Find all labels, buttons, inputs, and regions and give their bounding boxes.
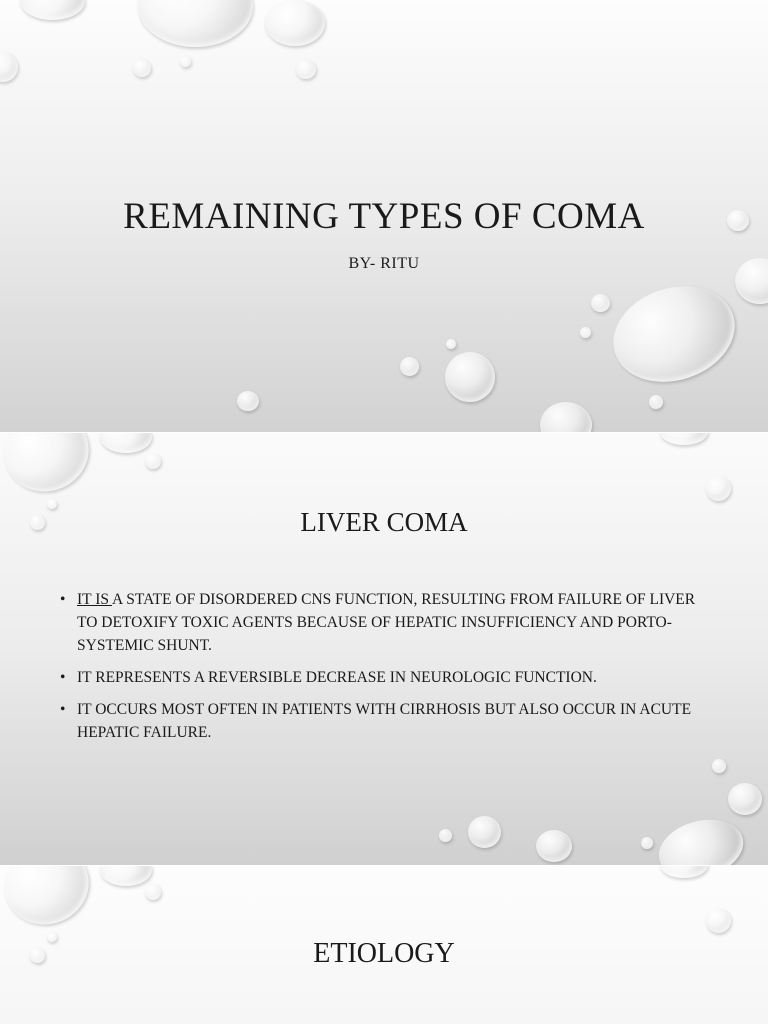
water-drop-decoration (400, 357, 419, 376)
water-drop-decoration (712, 759, 726, 773)
water-drop-decoration (641, 837, 653, 849)
water-drop-decoration (706, 908, 731, 933)
bullet-text: A STATE OF DISORDERED CNS FUNCTION, RESULTING FROM FAILURE OF LIVER TO DETOXIFY TOXIC AGENTS BECAUSE OF HEPATIC INSUFFICIENCY AND PORTO-SYSTEMIC SHUNT. (77, 591, 696, 654)
water-drop-decoration (468, 816, 501, 848)
water-drop-decoration (536, 830, 572, 862)
water-drop-decoration (649, 395, 663, 409)
water-drop-decoration (439, 829, 452, 842)
water-drop-decoration (660, 866, 708, 878)
bullet-item (58, 666, 698, 689)
water-drop-decoration (133, 59, 151, 77)
water-drop-decoration (706, 476, 731, 501)
slide-2 (0, 433, 768, 865)
water-drop-decoration (446, 339, 456, 349)
underlined-text: IT IS (77, 591, 113, 608)
water-drop-decoration (540, 402, 592, 432)
water-drop-decoration (145, 453, 161, 469)
water-drop-decoration (445, 352, 495, 402)
water-drop-decoration (591, 294, 610, 312)
water-drop-decoration (652, 811, 750, 865)
bullet-list (58, 588, 698, 753)
water-drop-decoration (0, 433, 100, 503)
bullet-item (58, 588, 698, 657)
water-drop-decoration (237, 391, 259, 411)
slide-subtitle: BY- RITU (348, 255, 420, 272)
slide-1 (0, 0, 768, 432)
water-drop-decoration (601, 271, 747, 397)
bullet-text: IT REPRESENTS A REVERSIBLE DECREASE IN NEUROLOGIC FUNCTION. (77, 669, 597, 686)
water-drop-decoration (0, 866, 100, 936)
slide-title: LIVER COMA (300, 507, 468, 537)
water-drop-decoration (100, 866, 152, 886)
water-drop-decoration (100, 433, 152, 453)
water-drop-decoration (660, 433, 708, 445)
slide-3 (0, 866, 768, 1024)
slide-title: REMAINING TYPES OF COMA (123, 196, 645, 237)
water-drop-decoration (580, 327, 591, 338)
bullet-item (58, 698, 698, 744)
water-drop-decoration (296, 60, 316, 79)
water-drop-decoration (180, 56, 191, 67)
water-drop-decoration (0, 52, 18, 82)
water-drop-decoration (265, 0, 325, 46)
slide-title: ETIOLOGY (313, 938, 455, 969)
bullet-text: IT OCCURS MOST OFTEN IN PATIENTS WITH CIRRHOSIS BUT ALSO OCCUR IN ACUTE HEPATIC FAILURE. (77, 701, 692, 741)
water-drop-decoration (138, 0, 253, 47)
water-drop-decoration (728, 783, 762, 815)
water-drop-decoration (145, 884, 161, 900)
water-drop-decoration (20, 0, 85, 20)
